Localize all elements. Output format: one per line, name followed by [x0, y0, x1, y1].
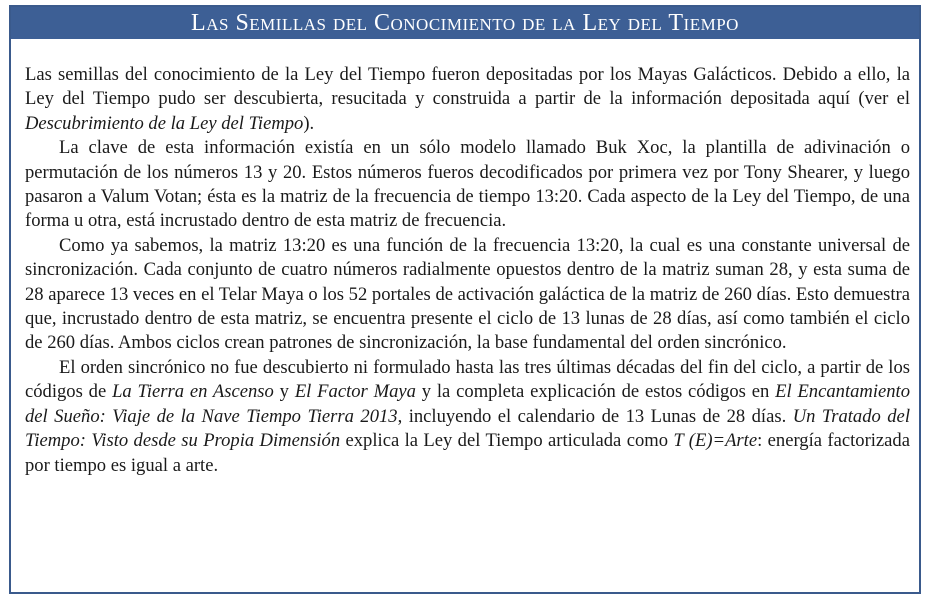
formula: T (E)=Arte — [673, 430, 758, 452]
paragraph-2 — [25, 136, 910, 234]
title-bar — [11, 7, 919, 39]
book-title: El Factor Maya — [294, 381, 416, 403]
paragraph-3 — [25, 234, 910, 356]
text-span: Las semillas del conocimiento de la Ley del Tiempo fueron depositadas por los Mayas Galácticos. Debido a ello, la Ley del Tiempo pudo ser descubierta, resucitada y construida a partir de la información depositada aquí (ver el — [25, 64, 910, 110]
book-title: La Tierra en Ascenso — [112, 381, 274, 403]
text-span: Como ya sabemos, la matriz 13:20 es una función de la frecuencia 13:20, la cual es una constante universal de sincronización. Cada conjunto de cuatro números radialmente opuestos dentro de la matriz suman 28, y esta suma de 28 aparece 13 veces en el Telar Maya o los 52 portales de activación galáctica de la matriz de 260 días. Esto demuestra que, incrustado dentro de esta matriz, se encuentra presente el ciclo de 13 lunas de 28 días, así como también el ciclo de 260 días. Ambos ciclos crean patrones de sincronización, la base fundamental del orden sincrónico. — [25, 234, 910, 354]
book-title: Descubrimiento de la Ley del Tiempo — [25, 112, 304, 134]
body-text — [11, 39, 919, 478]
box-title: Las Semillas del Conocimiento de la Ley del Tiempo — [191, 9, 739, 36]
text-box — [9, 5, 921, 594]
text-span: ). — [303, 112, 315, 134]
text-span: La clave de esta información existía en un sólo modelo llamado Buk Xoc, la plantilla de adivinación o permutación de los números 13 y 20. Estos números fueros decodificados por primera vez por Tony Shearer, y luego pasaron a Valum Votan; ésta es la matriz de la frecuencia de tiempo 13:20. Cada aspecto de la Ley del Tiempo, de una forma u otra, está incrustado dentro de esta matriz de frecuencia. — [25, 137, 910, 232]
text-span: y — [273, 381, 295, 403]
text-span: : energía factorizada por tiempo es igual a arte. — [25, 430, 910, 476]
book-title: Un Tratado del Tiempo: Visto desde su Propia Dimensión — [25, 405, 910, 452]
text-span: y la completa explicación de estos códigos en — [415, 381, 776, 403]
book-title: El Encantamiento del Sueño: Viaje de la Nave Tiempo Tierra 2013 — [25, 381, 911, 427]
text-span: El orden sincrónico no fue descubierto ni formulado hasta las tres últimas décadas del fin del ciclo, a partir de los códigos de — [25, 356, 910, 403]
paragraph-4 — [25, 356, 910, 478]
paragraph-1 — [25, 63, 910, 136]
text-span: explica la Ley del Tiempo articulada como — [340, 430, 674, 452]
text-span: , incluyendo el calendario de 13 Lunas de 28 días. — [397, 405, 793, 427]
